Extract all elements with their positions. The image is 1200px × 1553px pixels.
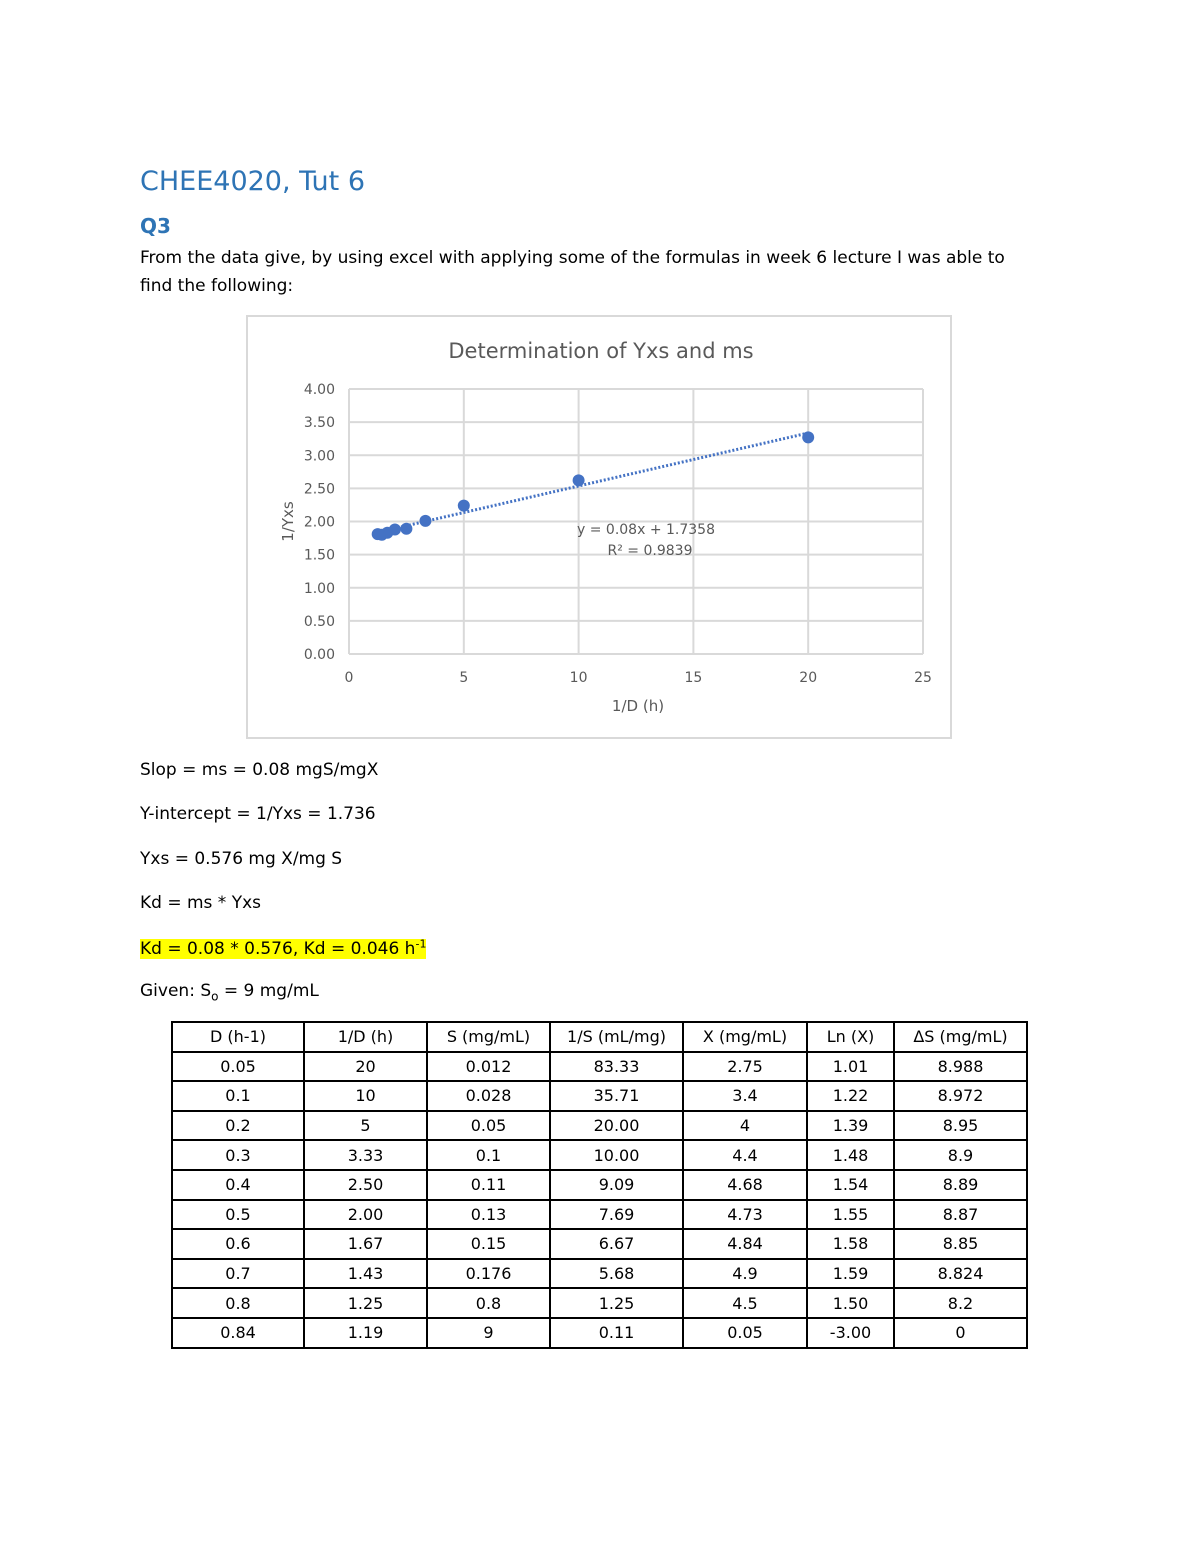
given-suffix: = 9 mg/mL [218, 981, 319, 1001]
table-cell: 0.8 [172, 1288, 304, 1318]
y-tick-label: 3.00 [303, 448, 335, 465]
table-cell: 83.33 [550, 1052, 683, 1082]
kd-formula: Kd = ms * Yxs [140, 893, 262, 913]
trendline-equation: y = 0.08x + 1.7358 [577, 522, 715, 538]
data-point [802, 431, 814, 443]
table-cell: 0.4 [172, 1170, 304, 1200]
table-cell: 4.73 [683, 1200, 807, 1230]
yxs-result: Yxs = 0.576 mg X/mg S [140, 849, 343, 869]
table-cell: 10 [304, 1081, 427, 1111]
question-heading: Q3 [140, 214, 171, 238]
table-cell: 20.00 [550, 1111, 683, 1141]
table-cell: 0.84 [172, 1318, 304, 1348]
header-cell: X (mg/mL) [683, 1022, 807, 1052]
header-cell: Ln (X) [807, 1022, 894, 1052]
table-cell: 10.00 [550, 1140, 683, 1170]
table-cell: 0.176 [427, 1259, 550, 1289]
x-axis-label: 1/D (h) [611, 697, 665, 715]
x-tick-label: 15 [684, 670, 703, 686]
table-cell: 1.25 [304, 1288, 427, 1318]
header-cell: D (h-1) [172, 1022, 304, 1052]
table-row [172, 1200, 1027, 1230]
intercept-result: Y-intercept = 1/Yxs = 1.736 [140, 804, 376, 824]
y-axis-label: 1/Yxs [279, 501, 297, 542]
table-cell: 0.6 [172, 1229, 304, 1259]
table-cell: 1.25 [550, 1288, 683, 1318]
table-cell: 2.75 [683, 1052, 807, 1082]
y-tick-label: 3.50 [303, 415, 335, 432]
table-cell: 0.15 [427, 1229, 550, 1259]
kd-result-text: Kd = 0.08 * 0.576, Kd = 0.046 h [140, 938, 416, 959]
table-cell: 1.48 [807, 1140, 894, 1170]
table-cell: 0.05 [683, 1318, 807, 1348]
table-cell: 4.84 [683, 1229, 807, 1259]
table-cell: 0.028 [427, 1081, 550, 1111]
table-cell: 0.1 [427, 1140, 550, 1170]
table-cell: 4.4 [683, 1140, 807, 1170]
table-cell: 8.95 [894, 1111, 1027, 1141]
table-cell: 8.2 [894, 1288, 1027, 1318]
table-cell: 0 [894, 1318, 1027, 1348]
table-cell: 3.4 [683, 1081, 807, 1111]
table-cell: 0.012 [427, 1052, 550, 1082]
table-cell: -3.00 [807, 1318, 894, 1348]
table-cell: 8.89 [894, 1170, 1027, 1200]
data-point [458, 500, 470, 512]
table-cell: 4.5 [683, 1288, 807, 1318]
table-cell: 0.11 [427, 1170, 550, 1200]
given-line [140, 981, 319, 1003]
data-table [171, 1021, 1028, 1349]
table-cell: 1.54 [807, 1170, 894, 1200]
y-tick-label: 2.00 [303, 514, 335, 531]
table-row [172, 1170, 1027, 1200]
x-tick-label: 5 [459, 670, 469, 686]
table-cell: 1.67 [304, 1229, 427, 1259]
table-cell: 9.09 [550, 1170, 683, 1200]
table-cell: 35.71 [550, 1081, 683, 1111]
table-cell: 8.972 [894, 1081, 1027, 1111]
table-cell: 4.9 [683, 1259, 807, 1289]
table-cell: 0.7 [172, 1259, 304, 1289]
table-cell: 0.8 [427, 1288, 550, 1318]
given-subscript: o [211, 989, 219, 1004]
y-tick-label: 2.50 [303, 481, 335, 498]
table-cell: 0.11 [550, 1318, 683, 1348]
document-title: CHEE4020, Tut 6 [140, 166, 366, 197]
table-cell: 5.68 [550, 1259, 683, 1289]
table-cell: 6.67 [550, 1229, 683, 1259]
table-row [172, 1318, 1027, 1348]
table-cell: 1.50 [807, 1288, 894, 1318]
data-point [372, 528, 384, 540]
table-cell: 4.68 [683, 1170, 807, 1200]
table-cell: 8.87 [894, 1200, 1027, 1230]
table-cell: 1.43 [304, 1259, 427, 1289]
table-cell: 1.39 [807, 1111, 894, 1141]
table-cell: 1.59 [807, 1259, 894, 1289]
x-tick-label: 10 [569, 670, 588, 686]
intro-paragraph: From the data give, by using excel with applying some of the formulas in week 6 lecture I was able to find the following: [140, 248, 1005, 296]
table-cell: 2.00 [304, 1200, 427, 1230]
kd-unit-superscript: -1 [415, 937, 427, 950]
given-prefix: Given: S [140, 981, 212, 1001]
table-row [172, 1052, 1027, 1082]
table-cell: 2.50 [304, 1170, 427, 1200]
table-cell: 9 [427, 1318, 550, 1348]
kd-result [140, 937, 426, 959]
table-cell: 8.85 [894, 1229, 1027, 1259]
table-row [172, 1140, 1027, 1170]
y-tick-label: 0.50 [303, 613, 335, 630]
y-tick-label: 1.00 [303, 580, 335, 597]
table-cell: 8.988 [894, 1052, 1027, 1082]
table-cell: 0.2 [172, 1111, 304, 1141]
table-cell: 3.33 [304, 1140, 427, 1170]
data-point [573, 474, 585, 486]
table-cell: 1.55 [807, 1200, 894, 1230]
trendline [378, 433, 809, 532]
table-header-row [172, 1022, 1027, 1052]
slope-result: Slop = ms = 0.08 mgS/mgX [140, 760, 379, 780]
chart-title: Determination of Yxs and ms [448, 339, 754, 363]
table-cell: 1.01 [807, 1052, 894, 1082]
header-cell: ΔS (mg/mL) [894, 1022, 1027, 1052]
scatter-chart [246, 315, 952, 739]
x-tick-label: 20 [799, 670, 818, 686]
table-row [172, 1229, 1027, 1259]
data-point [419, 515, 431, 527]
y-tick-label: 4.00 [303, 382, 335, 398]
table-cell: 0.05 [427, 1111, 550, 1141]
table-cell: 1.22 [807, 1081, 894, 1111]
table-cell: 0.13 [427, 1200, 550, 1230]
y-tick-label: 0.00 [303, 647, 335, 663]
table-cell: 7.69 [550, 1200, 683, 1230]
r-squared-label: R² = 0.9839 [607, 543, 693, 559]
header-cell: S (mg/mL) [427, 1022, 550, 1052]
header-cell: 1/D (h) [304, 1022, 427, 1052]
table-row [172, 1111, 1027, 1141]
x-tick-label: 0 [344, 670, 354, 686]
table-cell: 8.9 [894, 1140, 1027, 1170]
table-row [172, 1259, 1027, 1289]
x-tick-label: 25 [914, 670, 932, 686]
y-tick-label: 1.50 [303, 547, 335, 564]
data-point [400, 523, 412, 535]
chart-canvas [248, 317, 950, 737]
table-row [172, 1081, 1027, 1111]
table-cell: 0.1 [172, 1081, 304, 1111]
table-cell: 5 [304, 1111, 427, 1141]
header-cell: 1/S (mL/mg) [550, 1022, 683, 1052]
table-row [172, 1288, 1027, 1318]
table-cell: 20 [304, 1052, 427, 1082]
table-cell: 1.58 [807, 1229, 894, 1259]
table-cell: 0.3 [172, 1140, 304, 1170]
table-cell: 1.19 [304, 1318, 427, 1348]
table-cell: 0.05 [172, 1052, 304, 1082]
table-cell: 4 [683, 1111, 807, 1141]
table-cell: 8.824 [894, 1259, 1027, 1289]
table-cell: 0.5 [172, 1200, 304, 1230]
